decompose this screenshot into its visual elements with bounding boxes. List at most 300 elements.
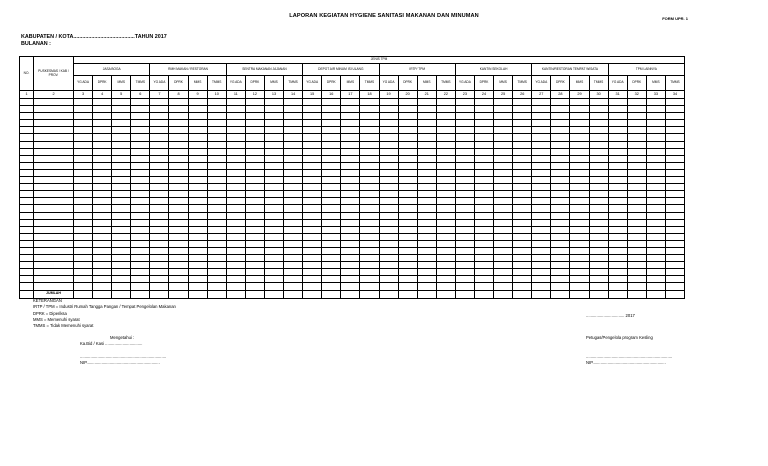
- table-cell[interactable]: [93, 276, 112, 283]
- table-cell[interactable]: [398, 127, 417, 134]
- table-cell[interactable]: [379, 141, 398, 148]
- table-cell[interactable]: [551, 191, 570, 198]
- table-cell[interactable]: [627, 155, 646, 162]
- table-cell[interactable]: [322, 162, 341, 169]
- table-cell[interactable]: [207, 205, 226, 212]
- table-cell[interactable]: [589, 120, 608, 127]
- table-cell[interactable]: [379, 148, 398, 155]
- table-cell[interactable]: [570, 169, 589, 176]
- table-cell[interactable]: [627, 169, 646, 176]
- table-cell[interactable]: [436, 240, 455, 247]
- table-cell[interactable]: [551, 198, 570, 205]
- total-cell[interactable]: [207, 290, 226, 298]
- table-cell[interactable]: [360, 148, 379, 155]
- table-cell[interactable]: [608, 212, 627, 219]
- table-cell[interactable]: [34, 191, 74, 198]
- table-cell[interactable]: [532, 99, 551, 106]
- table-cell[interactable]: [264, 212, 283, 219]
- table-cell[interactable]: [20, 169, 34, 176]
- table-cell[interactable]: [20, 240, 34, 247]
- table-cell[interactable]: [34, 233, 74, 240]
- table-cell[interactable]: [513, 162, 532, 169]
- table-cell[interactable]: [455, 169, 474, 176]
- table-cell[interactable]: [264, 177, 283, 184]
- table-cell[interactable]: [34, 127, 74, 134]
- table-cell[interactable]: [169, 212, 188, 219]
- table-cell[interactable]: [379, 162, 398, 169]
- table-cell[interactable]: [284, 184, 303, 191]
- table-cell[interactable]: [665, 212, 684, 219]
- table-cell[interactable]: [150, 113, 169, 120]
- table-cell[interactable]: [264, 247, 283, 254]
- table-cell[interactable]: [532, 148, 551, 155]
- table-cell[interactable]: [131, 177, 150, 184]
- table-cell[interactable]: [494, 276, 513, 283]
- table-cell[interactable]: [665, 113, 684, 120]
- table-cell[interactable]: [379, 247, 398, 254]
- table-cell[interactable]: [226, 212, 245, 219]
- table-cell[interactable]: [264, 226, 283, 233]
- table-cell[interactable]: [303, 120, 322, 127]
- table-cell[interactable]: [112, 283, 131, 290]
- table-cell[interactable]: [417, 276, 436, 283]
- table-cell[interactable]: [131, 191, 150, 198]
- table-cell[interactable]: [398, 276, 417, 283]
- table-cell[interactable]: [455, 155, 474, 162]
- table-cell[interactable]: [112, 269, 131, 276]
- table-cell[interactable]: [264, 120, 283, 127]
- table-cell[interactable]: [436, 120, 455, 127]
- table-cell[interactable]: [494, 198, 513, 205]
- table-cell[interactable]: [646, 262, 665, 269]
- table-cell[interactable]: [570, 106, 589, 113]
- table-cell[interactable]: [417, 177, 436, 184]
- table-cell[interactable]: [188, 177, 207, 184]
- table-cell[interactable]: [284, 198, 303, 205]
- table-cell[interactable]: [303, 276, 322, 283]
- table-cell[interactable]: [245, 198, 264, 205]
- table-cell[interactable]: [646, 198, 665, 205]
- table-cell[interactable]: [513, 247, 532, 254]
- total-cell[interactable]: [169, 290, 188, 298]
- table-cell[interactable]: [551, 113, 570, 120]
- table-cell[interactable]: [360, 255, 379, 262]
- table-cell[interactable]: [436, 141, 455, 148]
- total-cell[interactable]: [474, 290, 493, 298]
- table-cell[interactable]: [551, 106, 570, 113]
- table-cell[interactable]: [226, 120, 245, 127]
- table-cell[interactable]: [665, 169, 684, 176]
- table-cell[interactable]: [532, 191, 551, 198]
- table-cell[interactable]: [303, 269, 322, 276]
- table-cell[interactable]: [665, 283, 684, 290]
- total-cell[interactable]: [379, 290, 398, 298]
- table-cell[interactable]: [112, 233, 131, 240]
- table-cell[interactable]: [245, 219, 264, 226]
- table-cell[interactable]: [360, 269, 379, 276]
- table-cell[interactable]: [341, 155, 360, 162]
- table-cell[interactable]: [513, 212, 532, 219]
- table-cell[interactable]: [570, 99, 589, 106]
- table-cell[interactable]: [589, 276, 608, 283]
- table-cell[interactable]: [245, 120, 264, 127]
- table-cell[interactable]: [188, 283, 207, 290]
- table-cell[interactable]: [284, 127, 303, 134]
- table-cell[interactable]: [20, 233, 34, 240]
- table-cell[interactable]: [474, 255, 493, 262]
- table-cell[interactable]: [436, 177, 455, 184]
- table-cell[interactable]: [112, 134, 131, 141]
- table-cell[interactable]: [436, 262, 455, 269]
- table-cell[interactable]: [169, 226, 188, 233]
- table-cell[interactable]: [417, 205, 436, 212]
- table-cell[interactable]: [207, 120, 226, 127]
- table-cell[interactable]: [112, 205, 131, 212]
- table-cell[interactable]: [455, 255, 474, 262]
- table-cell[interactable]: [417, 113, 436, 120]
- total-cell[interactable]: [284, 290, 303, 298]
- table-cell[interactable]: [436, 212, 455, 219]
- table-cell[interactable]: [532, 240, 551, 247]
- table-cell[interactable]: [436, 99, 455, 106]
- table-cell[interactable]: [74, 205, 93, 212]
- table-cell[interactable]: [627, 255, 646, 262]
- table-cell[interactable]: [455, 106, 474, 113]
- table-cell[interactable]: [74, 198, 93, 205]
- table-cell[interactable]: [226, 155, 245, 162]
- total-cell[interactable]: [341, 290, 360, 298]
- table-cell[interactable]: [264, 106, 283, 113]
- table-cell[interactable]: [74, 276, 93, 283]
- table-cell[interactable]: [551, 134, 570, 141]
- total-cell[interactable]: [551, 290, 570, 298]
- table-cell[interactable]: [207, 141, 226, 148]
- table-cell[interactable]: [455, 212, 474, 219]
- table-cell[interactable]: [169, 198, 188, 205]
- table-cell[interactable]: [20, 177, 34, 184]
- table-cell[interactable]: [379, 240, 398, 247]
- table-cell[interactable]: [245, 169, 264, 176]
- table-cell[interactable]: [570, 198, 589, 205]
- table-cell[interactable]: [20, 127, 34, 134]
- table-cell[interactable]: [494, 155, 513, 162]
- table-cell[interactable]: [20, 255, 34, 262]
- table-cell[interactable]: [188, 233, 207, 240]
- table-cell[interactable]: [188, 155, 207, 162]
- table-cell[interactable]: [93, 219, 112, 226]
- table-cell[interactable]: [188, 262, 207, 269]
- table-cell[interactable]: [474, 113, 493, 120]
- table-cell[interactable]: [74, 233, 93, 240]
- table-cell[interactable]: [131, 233, 150, 240]
- table-cell[interactable]: [131, 276, 150, 283]
- table-cell[interactable]: [532, 106, 551, 113]
- table-cell[interactable]: [513, 262, 532, 269]
- table-cell[interactable]: [226, 219, 245, 226]
- table-cell[interactable]: [589, 240, 608, 247]
- table-cell[interactable]: [341, 276, 360, 283]
- table-cell[interactable]: [169, 169, 188, 176]
- table-cell[interactable]: [627, 141, 646, 148]
- table-cell[interactable]: [570, 283, 589, 290]
- table-cell[interactable]: [513, 155, 532, 162]
- table-cell[interactable]: [474, 283, 493, 290]
- table-cell[interactable]: [74, 269, 93, 276]
- table-cell[interactable]: [226, 262, 245, 269]
- table-cell[interactable]: [494, 113, 513, 120]
- table-cell[interactable]: [398, 106, 417, 113]
- table-cell[interactable]: [646, 219, 665, 226]
- table-cell[interactable]: [417, 191, 436, 198]
- table-cell[interactable]: [93, 106, 112, 113]
- table-cell[interactable]: [398, 283, 417, 290]
- table-cell[interactable]: [245, 191, 264, 198]
- table-cell[interactable]: [341, 106, 360, 113]
- table-cell[interactable]: [112, 169, 131, 176]
- table-cell[interactable]: [264, 240, 283, 247]
- table-cell[interactable]: [551, 219, 570, 226]
- table-cell[interactable]: [226, 283, 245, 290]
- table-cell[interactable]: [589, 198, 608, 205]
- table-cell[interactable]: [303, 177, 322, 184]
- table-cell[interactable]: [74, 219, 93, 226]
- table-cell[interactable]: [398, 247, 417, 254]
- table-cell[interactable]: [20, 283, 34, 290]
- table-cell[interactable]: [570, 177, 589, 184]
- table-cell[interactable]: [608, 127, 627, 134]
- table-cell[interactable]: [112, 219, 131, 226]
- table-cell[interactable]: [284, 233, 303, 240]
- table-cell[interactable]: [665, 240, 684, 247]
- table-cell[interactable]: [417, 262, 436, 269]
- table-cell[interactable]: [150, 184, 169, 191]
- table-cell[interactable]: [150, 226, 169, 233]
- table-cell[interactable]: [646, 276, 665, 283]
- table-cell[interactable]: [627, 113, 646, 120]
- table-cell[interactable]: [112, 184, 131, 191]
- table-cell[interactable]: [131, 212, 150, 219]
- table-cell[interactable]: [608, 184, 627, 191]
- total-cell[interactable]: [570, 290, 589, 298]
- table-cell[interactable]: [379, 212, 398, 219]
- table-cell[interactable]: [112, 198, 131, 205]
- table-cell[interactable]: [551, 162, 570, 169]
- table-cell[interactable]: [74, 155, 93, 162]
- table-cell[interactable]: [322, 255, 341, 262]
- table-cell[interactable]: [322, 177, 341, 184]
- table-cell[interactable]: [20, 191, 34, 198]
- table-cell[interactable]: [608, 276, 627, 283]
- table-cell[interactable]: [513, 148, 532, 155]
- table-cell[interactable]: [245, 283, 264, 290]
- table-cell[interactable]: [93, 212, 112, 219]
- table-cell[interactable]: [74, 226, 93, 233]
- table-cell[interactable]: [398, 120, 417, 127]
- table-cell[interactable]: [188, 240, 207, 247]
- table-cell[interactable]: [665, 99, 684, 106]
- table-cell[interactable]: [360, 205, 379, 212]
- table-cell[interactable]: [627, 134, 646, 141]
- table-cell[interactable]: [74, 212, 93, 219]
- table-cell[interactable]: [34, 113, 74, 120]
- table-cell[interactable]: [150, 240, 169, 247]
- table-cell[interactable]: [455, 262, 474, 269]
- table-cell[interactable]: [455, 148, 474, 155]
- table-cell[interactable]: [551, 283, 570, 290]
- total-cell[interactable]: [436, 290, 455, 298]
- table-cell[interactable]: [34, 162, 74, 169]
- table-cell[interactable]: [398, 269, 417, 276]
- table-cell[interactable]: [34, 219, 74, 226]
- table-cell[interactable]: [417, 240, 436, 247]
- total-cell[interactable]: [398, 290, 417, 298]
- table-cell[interactable]: [494, 177, 513, 184]
- table-cell[interactable]: [112, 240, 131, 247]
- table-cell[interactable]: [417, 226, 436, 233]
- table-cell[interactable]: [74, 169, 93, 176]
- table-cell[interactable]: [264, 191, 283, 198]
- table-cell[interactable]: [513, 120, 532, 127]
- table-cell[interactable]: [379, 198, 398, 205]
- table-cell[interactable]: [551, 99, 570, 106]
- table-cell[interactable]: [398, 99, 417, 106]
- table-cell[interactable]: [284, 240, 303, 247]
- table-cell[interactable]: [417, 106, 436, 113]
- table-cell[interactable]: [341, 262, 360, 269]
- table-cell[interactable]: [646, 191, 665, 198]
- table-cell[interactable]: [34, 184, 74, 191]
- table-cell[interactable]: [589, 262, 608, 269]
- table-cell[interactable]: [417, 155, 436, 162]
- table-cell[interactable]: [245, 276, 264, 283]
- table-cell[interactable]: [93, 155, 112, 162]
- table-cell[interactable]: [455, 162, 474, 169]
- table-cell[interactable]: [513, 169, 532, 176]
- table-cell[interactable]: [436, 205, 455, 212]
- table-cell[interactable]: [494, 191, 513, 198]
- table-cell[interactable]: [398, 233, 417, 240]
- table-cell[interactable]: [188, 162, 207, 169]
- total-cell[interactable]: [360, 290, 379, 298]
- table-cell[interactable]: [322, 240, 341, 247]
- table-cell[interactable]: [169, 99, 188, 106]
- table-cell[interactable]: [226, 198, 245, 205]
- table-cell[interactable]: [245, 269, 264, 276]
- table-cell[interactable]: [322, 106, 341, 113]
- table-cell[interactable]: [608, 162, 627, 169]
- table-cell[interactable]: [398, 169, 417, 176]
- table-cell[interactable]: [169, 240, 188, 247]
- table-cell[interactable]: [264, 169, 283, 176]
- table-cell[interactable]: [551, 148, 570, 155]
- table-cell[interactable]: [93, 255, 112, 262]
- table-cell[interactable]: [532, 155, 551, 162]
- table-cell[interactable]: [20, 99, 34, 106]
- table-cell[interactable]: [264, 198, 283, 205]
- table-cell[interactable]: [34, 155, 74, 162]
- table-cell[interactable]: [494, 127, 513, 134]
- table-cell[interactable]: [303, 99, 322, 106]
- table-cell[interactable]: [360, 155, 379, 162]
- table-cell[interactable]: [455, 120, 474, 127]
- total-cell[interactable]: [112, 290, 131, 298]
- table-cell[interactable]: [74, 240, 93, 247]
- table-cell[interactable]: [436, 134, 455, 141]
- table-cell[interactable]: [74, 127, 93, 134]
- table-cell[interactable]: [513, 283, 532, 290]
- table-cell[interactable]: [589, 205, 608, 212]
- table-cell[interactable]: [608, 148, 627, 155]
- table-cell[interactable]: [322, 276, 341, 283]
- table-cell[interactable]: [131, 155, 150, 162]
- table-cell[interactable]: [494, 141, 513, 148]
- table-cell[interactable]: [245, 240, 264, 247]
- table-cell[interactable]: [34, 198, 74, 205]
- table-cell[interactable]: [34, 255, 74, 262]
- table-cell[interactable]: [188, 226, 207, 233]
- table-cell[interactable]: [284, 148, 303, 155]
- table-cell[interactable]: [93, 262, 112, 269]
- table-cell[interactable]: [608, 205, 627, 212]
- table-cell[interactable]: [303, 226, 322, 233]
- table-cell[interactable]: [264, 283, 283, 290]
- table-cell[interactable]: [226, 184, 245, 191]
- total-cell[interactable]: [455, 290, 474, 298]
- table-cell[interactable]: [169, 162, 188, 169]
- table-cell[interactable]: [341, 212, 360, 219]
- table-cell[interactable]: [112, 148, 131, 155]
- table-cell[interactable]: [532, 134, 551, 141]
- table-cell[interactable]: [589, 191, 608, 198]
- table-cell[interactable]: [589, 219, 608, 226]
- table-cell[interactable]: [379, 233, 398, 240]
- table-cell[interactable]: [532, 219, 551, 226]
- table-cell[interactable]: [264, 127, 283, 134]
- table-cell[interactable]: [93, 127, 112, 134]
- table-cell[interactable]: [436, 113, 455, 120]
- table-cell[interactable]: [245, 233, 264, 240]
- table-cell[interactable]: [322, 247, 341, 254]
- table-cell[interactable]: [608, 99, 627, 106]
- table-cell[interactable]: [646, 205, 665, 212]
- table-cell[interactable]: [284, 269, 303, 276]
- table-cell[interactable]: [245, 262, 264, 269]
- table-cell[interactable]: [665, 134, 684, 141]
- table-cell[interactable]: [341, 191, 360, 198]
- table-cell[interactable]: [169, 134, 188, 141]
- table-cell[interactable]: [93, 226, 112, 233]
- table-cell[interactable]: [150, 191, 169, 198]
- total-cell[interactable]: [417, 290, 436, 298]
- table-cell[interactable]: [188, 247, 207, 254]
- table-cell[interactable]: [34, 148, 74, 155]
- table-cell[interactable]: [474, 219, 493, 226]
- table-cell[interactable]: [264, 233, 283, 240]
- table-cell[interactable]: [608, 233, 627, 240]
- table-cell[interactable]: [513, 219, 532, 226]
- table-cell[interactable]: [436, 219, 455, 226]
- table-cell[interactable]: [551, 262, 570, 269]
- table-cell[interactable]: [341, 177, 360, 184]
- table-cell[interactable]: [551, 226, 570, 233]
- table-cell[interactable]: [284, 177, 303, 184]
- table-cell[interactable]: [532, 177, 551, 184]
- table-cell[interactable]: [360, 212, 379, 219]
- table-cell[interactable]: [341, 127, 360, 134]
- table-cell[interactable]: [150, 205, 169, 212]
- table-cell[interactable]: [417, 141, 436, 148]
- table-cell[interactable]: [474, 198, 493, 205]
